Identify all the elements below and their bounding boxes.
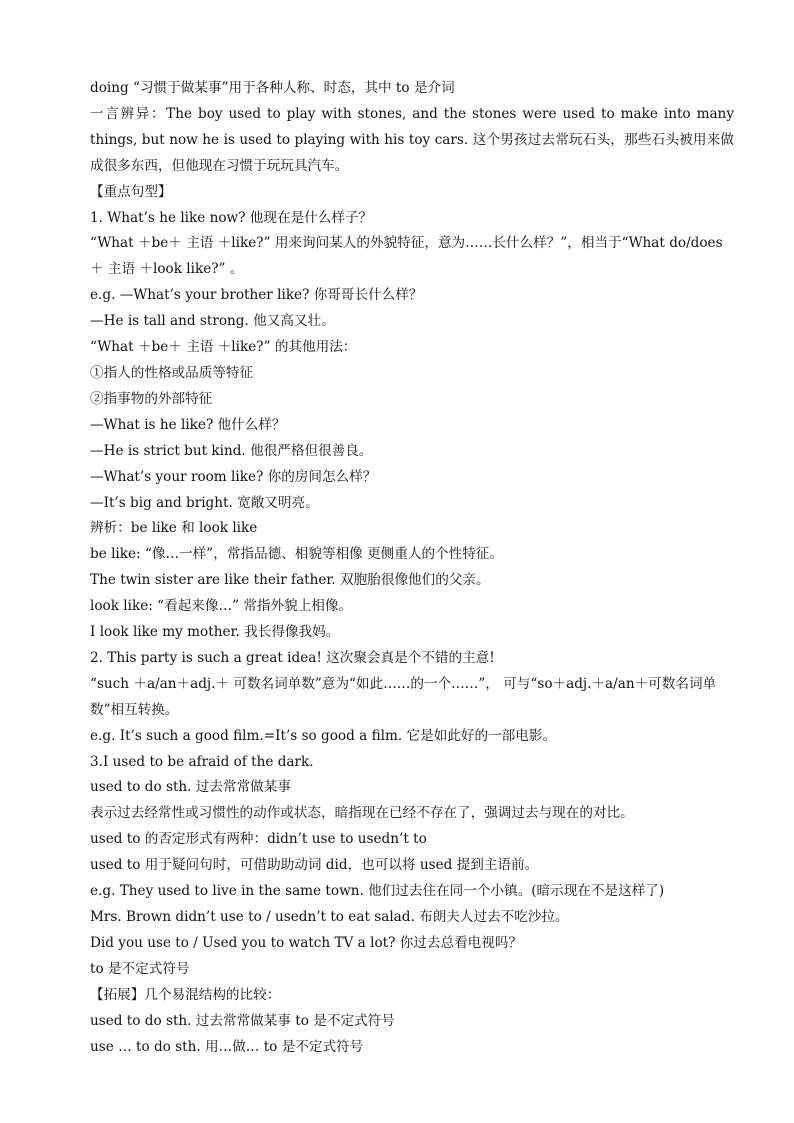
text-line-29: Mrs. Brown didn’t use to / usedn’t to eat salad. 布朗夫人过去不吃沙拉。 <box>90 909 569 925</box>
text-line-33: used to do sth. 过去常常做某事 to 是不定式符号 <box>90 1012 395 1029</box>
text-line-7: —He is tall and strong. 他又高又壮。 <box>90 313 335 330</box>
text-line-30: Did you use to / Used you to watch TV a lot? 你过去总看电视吗？ <box>90 934 523 951</box>
text-line-24: used to do sth. 过去常常做某事 <box>90 779 291 796</box>
text-line-11: —What is he like? 他什么样？ <box>90 416 286 433</box>
text-line-1: doing “习惯于做某事”用于各种人称、时态，其中 to 是介词 <box>90 80 455 96</box>
text-line-13: —What’s your room like? 你的房间怎么样？ <box>90 468 377 485</box>
text-line-17: The twin sister are like their father. 双胞胎很像他们的父亲。 <box>90 572 490 589</box>
text-line-22: e.g. It’s such a good film.=It’s so good a film. 它是如此好的一部电影。 <box>90 727 557 744</box>
text-line-12: —He is strict but kind. 他很严格但很善良。 <box>90 442 373 459</box>
text-line-18: look like: “看起来像…” 常指外貌上相像。 <box>90 598 353 615</box>
text-line-26: used to 的否定形式有两种：didn’t use to usedn’t to <box>90 831 427 848</box>
text-line-31: to 是不定式符号 <box>90 960 190 977</box>
text-line-20: 2. This party is such a great idea! 这次聚会真是个不错的主意! <box>90 649 495 666</box>
text-line-10: ②指事物的外部特征 <box>90 390 213 407</box>
text-paragraph-such: “such ＋a/an＋adj.＋ 可数名词单数”意为“如此……的一个……”， 可与“so＋adj.＋a/an＋可数名词单数”相互转换。 <box>90 675 717 718</box>
text-line-28: e.g. They used to live in the same town. 他们过去住在同一个小镇。(暗示现在不是这样了) <box>90 883 665 900</box>
text-line-6: e.g. —What’s your brother like? 你哥哥长什么样？ <box>90 287 423 304</box>
text-line-34: use … to do sth. 用…做… to 是不定式符号 <box>90 1038 364 1055</box>
section-heading-extension: 【拓展】几个易混结构的比较： <box>90 986 281 1003</box>
text-line-16: be like: “像…一样”，常指品德、相貌等相像 更侧重人的个性特征。 <box>90 546 504 563</box>
text-line-14: —It’s big and bright. 宽敞又明亮。 <box>90 494 319 511</box>
text-line-4: 1. What’s he like now? 他现在是什么样子？ <box>90 209 373 226</box>
text-paragraph-example: 一言辨异：The boy used to play with stones, and the stones were used to make into many things, but now he is used to playing with his toy cars. 这个男孩过去常玩石头，那些石头被用来做成很多东西，但他现在习惯于玩玩具汽车。 <box>90 105 734 174</box>
text-line-9: ①指人的性格或品质等特征 <box>90 364 254 381</box>
text-line-25: 表示过去经常性或习惯性的动作或状态，暗指现在已经不存在了，强调过去与现在的对比。 <box>90 805 634 822</box>
text-paragraph-what-like: “What ＋be＋ 主语 ＋like?” 用来询问某人的外貌特征，意为……长什么样？”，相当于“What do/does＋ 主语 ＋look like?” 。 <box>90 235 723 278</box>
text-line-23: 3.I used to be afraid of the dark. <box>90 753 314 770</box>
text-line-19: I look like my mother. 我长得像我妈。 <box>90 624 340 641</box>
text-line-8: “What ＋be＋ 主语 ＋like?” 的其他用法： <box>90 339 357 356</box>
text-line-27: used to 用于疑问句时，可借助助动词 did，也可以将 used 提到主语前。 <box>90 857 539 874</box>
section-heading-key-sentences: 【重点句型】 <box>90 183 172 200</box>
text-line-15: 辨析：be like 和 look like <box>90 520 258 537</box>
